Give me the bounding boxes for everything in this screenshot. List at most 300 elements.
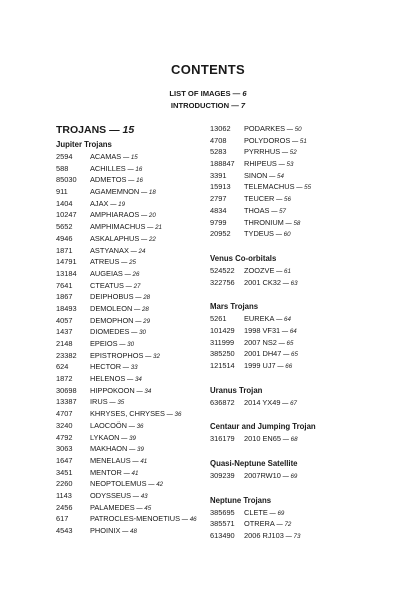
- page-separator: —: [164, 411, 175, 419]
- page-separator: —: [267, 172, 278, 180]
- toc-entry[interactable]: [210, 530, 390, 542]
- toc-entry[interactable]: [210, 433, 390, 445]
- toc-column-right: [210, 123, 390, 542]
- asteroid-name: ODYSSEUS: [90, 490, 132, 500]
- page-number: 22: [148, 235, 156, 243]
- page-number: 65: [286, 339, 294, 347]
- page-separator: —: [123, 282, 134, 290]
- page-number: 30: [127, 341, 135, 348]
- page-number: 67: [290, 399, 297, 407]
- asteroid-number: 9799: [210, 217, 227, 227]
- asteroid-number: 1143: [56, 490, 72, 500]
- asteroid-number: 18493: [56, 303, 77, 313]
- page-number: 68: [290, 436, 298, 444]
- group-heading: Uranus Trojan: [210, 385, 263, 395]
- asteroid-name: MENELAUS: [90, 455, 131, 465]
- toc-entry[interactable]: [56, 186, 236, 198]
- group-spacer: [210, 482, 390, 494]
- page-separator: —: [274, 316, 285, 324]
- toc-entry[interactable]: [56, 432, 236, 444]
- page-number: 28: [141, 305, 149, 313]
- toc-entry[interactable]: [210, 181, 390, 193]
- toc-entry[interactable]: [56, 326, 236, 338]
- toc-entry[interactable]: [56, 420, 236, 432]
- toc-entry[interactable]: [210, 470, 390, 482]
- asteroid-name: OTRERA: [244, 519, 275, 529]
- asteroid-number: 588: [56, 163, 69, 173]
- group-spacer: [210, 240, 390, 252]
- toc-entry[interactable]: [56, 315, 236, 327]
- asteroid-name: CTEATUS: [90, 280, 124, 290]
- page-separator: —: [267, 509, 278, 517]
- toc-entry[interactable]: [56, 268, 236, 280]
- asteroid-name: THRONIUM: [244, 217, 284, 227]
- asteroid-name: AJAX: [90, 198, 109, 208]
- asteroid-name: 2006 RJ103: [244, 531, 284, 541]
- toc-entry[interactable]: [210, 205, 390, 217]
- asteroid-name: 2014 YX49: [244, 397, 281, 407]
- asteroid-name: PATROCLES-MENOETIUS: [90, 514, 181, 524]
- toc-entry[interactable]: [56, 151, 236, 163]
- asteroid-name: 2001 DH47: [244, 349, 282, 359]
- asteroid-name: MAKHAON: [90, 444, 128, 454]
- page-number: 39: [129, 434, 136, 442]
- group-heading: Jupiter Trojans: [56, 140, 112, 149]
- page-separator: —: [117, 341, 128, 348]
- page-number: 72: [284, 521, 292, 529]
- asteroid-number: 14791: [56, 257, 77, 267]
- asteroid-name: AMPHIMACHUS: [90, 222, 146, 232]
- page-number: 24: [138, 247, 146, 255]
- page-separator: —: [180, 516, 190, 524]
- asteroid-number: 636872: [210, 397, 235, 407]
- asteroid-number: 4792: [56, 432, 73, 442]
- asteroid-number: 13387: [56, 397, 77, 407]
- page-number: 42: [156, 481, 164, 489]
- page-separator: —: [269, 207, 280, 215]
- page-separator: —: [126, 422, 137, 430]
- asteroid-number: 4834: [210, 205, 227, 215]
- page-separator: —: [276, 161, 287, 169]
- asteroid-name: HIPPOKOON: [90, 385, 135, 395]
- page-number: 36: [136, 422, 144, 430]
- toc-entry[interactable]: [56, 455, 236, 467]
- page-number: 39: [137, 446, 144, 454]
- page-separator: —: [120, 528, 131, 535]
- asteroid-name: NEOPTOLEMUS: [90, 479, 147, 489]
- asteroid-number: 4708: [210, 135, 227, 145]
- asteroid-number: 1871: [56, 245, 73, 255]
- toc-entry[interactable]: [56, 245, 236, 257]
- toc-entry[interactable]: [210, 397, 390, 409]
- asteroid-number: 85030: [56, 175, 77, 185]
- toc-entry[interactable]: [210, 193, 390, 205]
- page-separator: —: [280, 473, 291, 481]
- group-heading: Venus Co-orbitals: [210, 253, 277, 263]
- page-separator: —: [128, 247, 139, 255]
- page-number: 35: [117, 399, 125, 407]
- page-separator: —: [276, 339, 287, 347]
- asteroid-number: 15913: [210, 182, 231, 192]
- asteroid-number: 10247: [56, 210, 77, 220]
- page-number: 32: [153, 352, 160, 360]
- toc-entry[interactable]: [56, 443, 236, 455]
- page-number: 34: [144, 387, 152, 395]
- toc-entry[interactable]: [56, 233, 236, 245]
- group-heading: Mars Trojans: [210, 302, 259, 312]
- asteroid-name: AMPHIARAOS: [90, 210, 140, 220]
- asteroid-name: AGAMEMNON: [90, 187, 140, 197]
- page-number: 64: [284, 316, 291, 324]
- asteroid-number: 101429: [210, 325, 235, 335]
- asteroid-name: 2007RW10: [244, 471, 281, 481]
- page-separator: —: [275, 363, 286, 370]
- page-separator: —: [108, 200, 119, 208]
- section-heading-label: TROJANS: [56, 124, 107, 136]
- toc-entry[interactable]: [56, 291, 236, 303]
- page-separator: —: [127, 446, 138, 454]
- page-number: 41: [131, 469, 139, 477]
- asteroid-name: DIOMEDES: [90, 327, 130, 337]
- toc-entry[interactable]: [56, 478, 236, 490]
- page-number: 73: [293, 533, 301, 541]
- asteroid-number: 4946: [56, 233, 73, 243]
- asteroid-name: PODARKES: [244, 124, 286, 133]
- asteroid-number: 20952: [210, 229, 231, 239]
- toc-entry[interactable]: [210, 170, 390, 182]
- group-heading: Centaur and Jumping Trojan: [210, 422, 316, 432]
- asteroid-name: ASTYANAX: [90, 245, 129, 255]
- page-number: 65: [291, 351, 298, 359]
- page-separator: —: [121, 154, 131, 161]
- page-number: 69: [277, 509, 285, 517]
- asteroid-name: RHIPEUS: [244, 159, 277, 169]
- asteroid-name: ZOOZVE: [244, 265, 275, 275]
- page-separator: —: [280, 436, 291, 444]
- asteroid-name: PYRRHUS: [244, 147, 281, 157]
- page-separator: —: [139, 212, 149, 220]
- asteroid-number: 385571: [210, 519, 235, 529]
- page-separator: —: [283, 533, 294, 541]
- toc-entry[interactable]: [210, 313, 390, 325]
- toc-entry[interactable]: [210, 348, 390, 360]
- page-number: 64: [289, 327, 297, 335]
- page-number: 54: [277, 172, 284, 180]
- asteroid-name: HECTOR: [90, 362, 122, 372]
- asteroid-name: EPEIOS: [90, 339, 118, 348]
- page-number: 19: [118, 200, 126, 208]
- page-separator: —: [133, 294, 144, 302]
- asteroid-number: 624: [56, 362, 69, 372]
- page-number: 55: [304, 184, 312, 192]
- page-separator: —: [280, 327, 290, 335]
- asteroid-number: 1437: [56, 327, 73, 337]
- asteroid-name: THOAS: [244, 205, 270, 215]
- asteroid-name: LYKAON: [90, 432, 120, 442]
- toc-entry[interactable]: [56, 385, 236, 397]
- asteroid-name: 2007 NS2: [244, 337, 277, 347]
- toc-entry[interactable]: [56, 163, 236, 175]
- page-separator: —: [280, 279, 291, 287]
- asteroid-number: 1872: [56, 374, 73, 384]
- toc-entry[interactable]: [56, 350, 236, 362]
- page-number: 16: [135, 165, 143, 173]
- asteroid-number: 2594: [56, 152, 73, 161]
- page-separator: —: [143, 352, 154, 360]
- asteroid-number: 2260: [56, 479, 73, 489]
- toc-entry[interactable]: [56, 513, 236, 525]
- page-number: 21: [155, 224, 162, 232]
- toc-entry[interactable]: [210, 123, 390, 135]
- asteroid-number: 309239: [210, 471, 235, 481]
- toc-entry[interactable]: [56, 198, 236, 210]
- asteroid-name: EUREKA: [244, 314, 275, 324]
- page-number: 20: [148, 212, 156, 220]
- asteroid-name: ACAMAS: [90, 152, 122, 161]
- section-heading-page: 15: [122, 124, 135, 136]
- asteroid-name: 2001 CK32: [244, 277, 281, 287]
- asteroid-number: 2148: [56, 339, 73, 348]
- asteroid-number: 613490: [210, 531, 235, 541]
- asteroid-name: MENTOR: [90, 467, 122, 477]
- section-heading-trojans[interactable]: TROJANS — 15: [56, 124, 135, 136]
- asteroid-name: TYDEUS: [244, 229, 274, 239]
- toc-entry[interactable]: [56, 502, 236, 514]
- page-number: 43: [140, 492, 148, 500]
- page-number: 46: [189, 516, 197, 524]
- page-number: 41: [140, 457, 148, 465]
- page-number: 60: [283, 231, 291, 239]
- asteroid-name: ASKALAPHUS: [90, 233, 140, 243]
- toc-entry[interactable]: [210, 135, 390, 147]
- asteroid-name: 2010 EN65: [244, 434, 281, 444]
- asteroid-number: 385250: [210, 349, 235, 359]
- page-separator: —: [274, 196, 285, 204]
- toc-entry[interactable]: [56, 221, 236, 233]
- asteroid-number: 322756: [210, 277, 235, 287]
- asteroid-name: DEMOLEON: [90, 303, 133, 313]
- asteroid-number: 385695: [210, 507, 235, 517]
- page-separator: —: [119, 259, 130, 267]
- toc-entry[interactable]: [210, 507, 390, 519]
- page-separator: —: [119, 434, 130, 442]
- toc-entry[interactable]: [56, 525, 236, 537]
- toc-entry[interactable]: [210, 146, 390, 158]
- group-spacer: [210, 445, 390, 457]
- asteroid-number: 3063: [56, 444, 73, 454]
- toc-entry[interactable]: [56, 490, 236, 502]
- asteroid-number: 2797: [210, 194, 227, 204]
- page-separator: —: [285, 126, 295, 133]
- group-heading: Quasi-Neptune Satellite: [210, 459, 298, 469]
- asteroid-name: PALAMEDES: [90, 502, 135, 512]
- toc-entry[interactable]: [210, 228, 390, 240]
- asteroid-number: 4543: [56, 526, 73, 535]
- page-number: 29: [143, 317, 151, 325]
- toc-column-left: [56, 123, 236, 537]
- toc-entry-list-of-images[interactable]: LIST OF IMAGES — 6: [169, 89, 247, 98]
- page-title: CONTENTS: [171, 62, 245, 77]
- asteroid-number: 1404: [56, 198, 73, 208]
- page-separator: —: [125, 165, 136, 173]
- toc-entry[interactable]: [210, 265, 390, 277]
- asteroid-name: ATREUS: [90, 257, 120, 267]
- page-number: 53: [286, 161, 294, 169]
- asteroid-number: 311999: [210, 337, 235, 347]
- asteroid-number: 23382: [56, 350, 77, 360]
- page-separator: —: [121, 364, 131, 372]
- toc-entry[interactable]: [56, 303, 236, 315]
- asteroid-number: 3451: [56, 467, 73, 477]
- toc-entry-page: 7: [240, 101, 246, 110]
- toc-entry[interactable]: [210, 158, 390, 170]
- asteroid-name: KHRYSES, CHRYSES: [90, 409, 165, 419]
- page-number: 69: [290, 473, 298, 481]
- page-separator: —: [130, 457, 141, 465]
- asteroid-number: 911: [56, 187, 68, 197]
- page-number: 58: [293, 219, 301, 227]
- asteroid-name: IRUS: [90, 397, 108, 407]
- asteroid-number: 524522: [210, 265, 235, 275]
- toc-entry[interactable]: [56, 280, 236, 292]
- group-spacer: [210, 288, 390, 300]
- page-number: 48: [130, 528, 137, 535]
- toc-entry[interactable]: [210, 277, 390, 289]
- page-separator: —: [146, 481, 157, 489]
- toc-entry[interactable]: [210, 518, 390, 530]
- page-separator: —: [121, 469, 132, 477]
- page-number: 66: [285, 363, 293, 370]
- page-number: 36: [174, 411, 182, 419]
- asteroid-number: 5652: [56, 222, 73, 232]
- toc-entry-introduction[interactable]: INTRODUCTION — 7: [170, 101, 246, 110]
- group-spacer: [210, 372, 390, 384]
- page-separator: —: [283, 219, 294, 227]
- asteroid-name: SINON: [244, 170, 268, 180]
- page-separator: —: [132, 305, 142, 313]
- asteroid-number: 4057: [56, 315, 73, 325]
- asteroid-number: 13062: [210, 124, 231, 133]
- page-separator: —: [107, 399, 118, 407]
- page-separator: —: [274, 521, 285, 529]
- page-separator: —: [126, 177, 137, 185]
- asteroid-number: 30698: [56, 385, 77, 395]
- page-number: 52: [289, 149, 297, 157]
- page-separator: —: [290, 137, 300, 145]
- toc-entry-label: INTRODUCTION: [170, 101, 230, 110]
- toc-entry[interactable]: [210, 337, 390, 349]
- asteroid-name: LAOCOÖN: [90, 420, 127, 430]
- asteroid-number: 13184: [56, 268, 77, 278]
- page-separator: —: [280, 399, 291, 407]
- page-separator: —: [281, 351, 292, 359]
- page-number: 50: [294, 126, 302, 133]
- asteroid-number: 3240: [56, 420, 73, 430]
- page-number: 27: [133, 282, 141, 290]
- page-number: 51: [299, 137, 307, 145]
- page-separator: —: [273, 231, 284, 239]
- page-separator: —: [294, 184, 305, 192]
- page-number: 16: [136, 177, 143, 185]
- toc-entry[interactable]: [56, 338, 236, 350]
- asteroid-number: 1867: [56, 292, 73, 302]
- asteroid-name: CLETE: [244, 507, 268, 517]
- toc-entry[interactable]: [56, 396, 236, 408]
- toc-entry[interactable]: [210, 325, 390, 337]
- page-number: 57: [279, 207, 286, 215]
- page-number: 63: [290, 279, 298, 287]
- asteroid-number: 617: [56, 514, 69, 524]
- asteroid-name: 1998 VF31: [244, 325, 281, 335]
- page-separator: —: [139, 189, 149, 197]
- asteroid-name: HELENOS: [90, 374, 126, 384]
- asteroid-number: 188847: [210, 159, 235, 169]
- page-number: 30: [139, 329, 146, 337]
- page-number: 26: [132, 270, 140, 278]
- page-separator: —: [134, 504, 145, 512]
- toc-entry-label: LIST OF IMAGES: [169, 89, 231, 98]
- asteroid-number: 2456: [56, 502, 73, 512]
- page-separator: —: [131, 492, 141, 500]
- toc-entry[interactable]: [56, 361, 236, 373]
- toc-entry[interactable]: [56, 408, 236, 420]
- group-heading: Neptune Trojans: [210, 495, 272, 505]
- page-number: 25: [129, 259, 136, 267]
- asteroid-name: PHOINIX: [90, 526, 121, 535]
- group-spacer: [210, 408, 390, 420]
- asteroid-name: ACHILLES: [90, 163, 126, 173]
- page-number: 28: [143, 294, 151, 302]
- asteroid-number: 4707: [56, 409, 73, 419]
- asteroid-number: 7641: [56, 280, 73, 290]
- asteroid-name: DEMOPHON: [90, 315, 134, 325]
- toc-entry[interactable]: [56, 256, 236, 268]
- page-number: 56: [284, 196, 291, 204]
- page-number: 15: [130, 154, 138, 161]
- asteroid-name: EPISTROPHOS: [90, 350, 144, 360]
- page-number: 18: [148, 189, 156, 197]
- page-separator: —: [122, 270, 133, 278]
- toc-entry[interactable]: [210, 217, 390, 229]
- page-separator: —: [274, 267, 285, 275]
- page-separator: —: [280, 149, 290, 157]
- toc-entry[interactable]: [56, 373, 236, 385]
- page-separator: —: [145, 224, 156, 232]
- page-number: 45: [144, 504, 152, 512]
- asteroid-number: 3391: [210, 170, 227, 180]
- page-number: 61: [284, 267, 291, 275]
- toc-entry-page: 6: [242, 89, 247, 98]
- asteroid-number: 316179: [210, 434, 235, 444]
- toc-entry[interactable]: [56, 467, 236, 479]
- asteroid-name: AUGEIAS: [90, 268, 123, 278]
- toc-entry[interactable]: [210, 360, 390, 372]
- page-separator: —: [134, 387, 145, 395]
- toc-entry[interactable]: [56, 174, 236, 186]
- asteroid-name: ADMETOS: [90, 175, 127, 185]
- asteroid-name: 1999 UJ7: [244, 361, 276, 370]
- page-separator: —: [129, 329, 140, 337]
- page-separator: —: [133, 317, 144, 325]
- asteroid-name: POLYDOROS: [244, 135, 291, 145]
- asteroid-number: 5261: [210, 314, 227, 324]
- page-number: 34: [134, 376, 142, 384]
- page-separator: —: [125, 376, 135, 384]
- asteroid-name: DEIPHOBUS: [90, 292, 134, 302]
- asteroid-number: 5283: [210, 147, 227, 157]
- toc-entry[interactable]: [56, 209, 236, 221]
- page-number: 33: [130, 364, 138, 372]
